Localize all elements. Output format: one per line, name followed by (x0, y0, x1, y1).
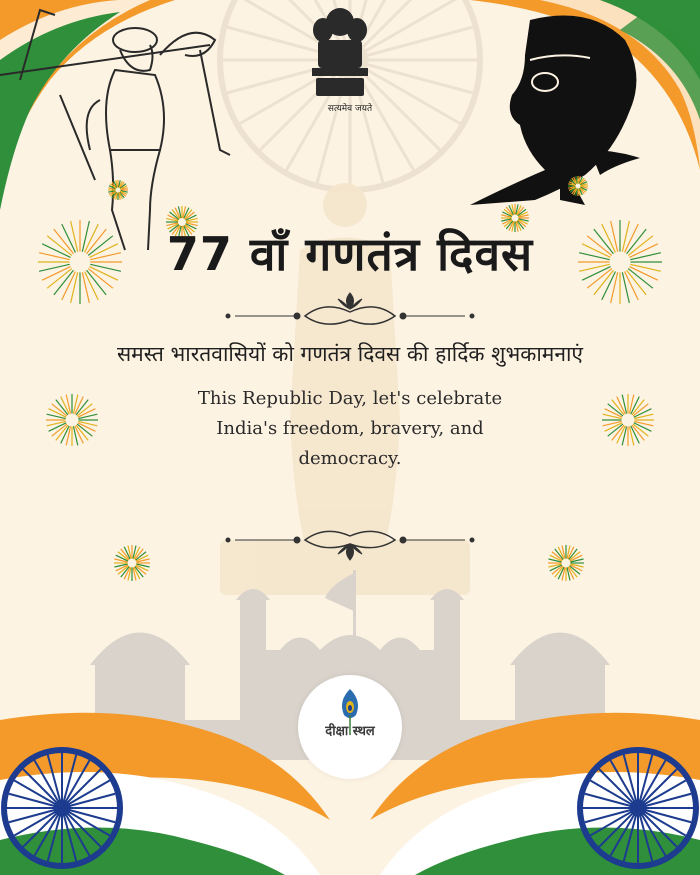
firework-icon (602, 394, 654, 446)
page-title: 77 वाँ गणतंत्र दिवस (166, 227, 534, 281)
firework-icon (548, 545, 584, 581)
firework-icon (114, 545, 150, 581)
divider-top (226, 293, 474, 324)
greeting-text: समस्त भारतवासियों को गणतंत्र दिवस की हार्दिक शुभकामनाएं (116, 342, 584, 366)
national-emblem-icon (312, 8, 368, 96)
ashoka-chakra-icon (4, 750, 120, 866)
logo-text: दीक्षा स्थल (325, 724, 375, 739)
emblem-motto: सत्यमेव जयते (327, 104, 373, 114)
portrait-silhouette (470, 16, 640, 206)
logo-badge (298, 675, 402, 779)
firework-icon (46, 394, 98, 446)
message-text: This Republic Day, let's celebrate India's freedom, bravery, and democracy. (197, 388, 503, 469)
ashoka-chakra-icon (580, 750, 696, 866)
firework-icon (108, 180, 128, 200)
